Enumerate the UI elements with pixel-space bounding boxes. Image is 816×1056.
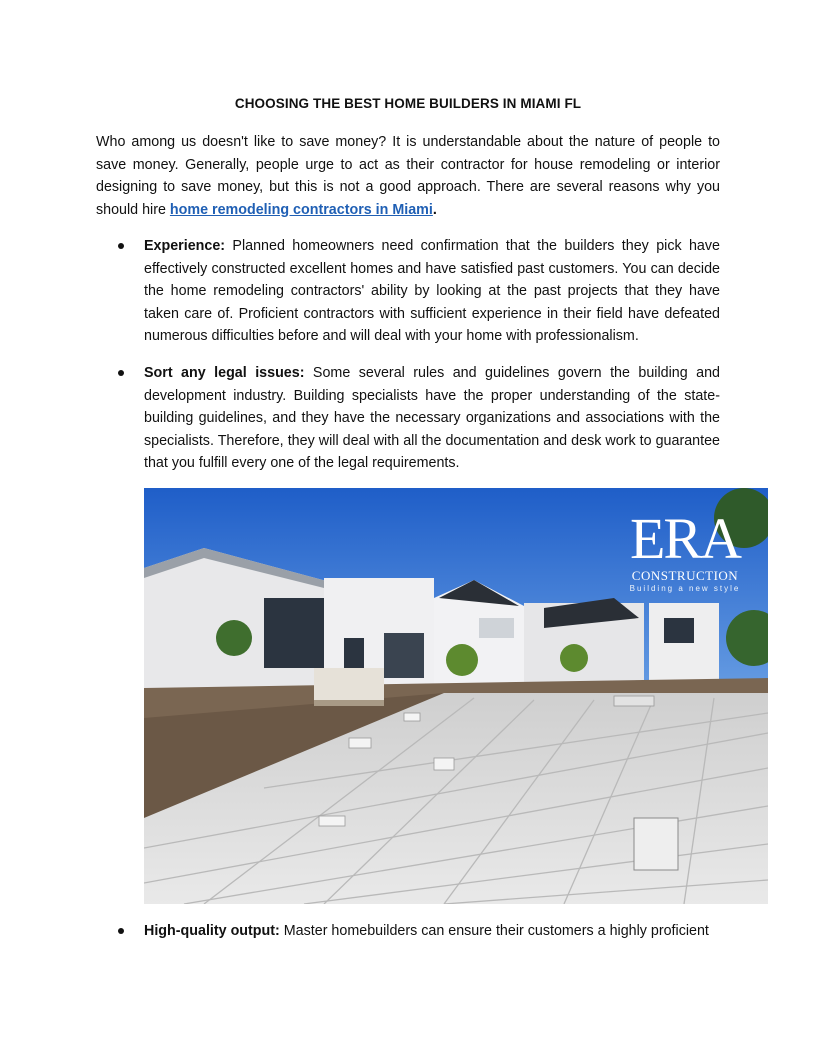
bullet-icon <box>118 243 124 249</box>
bullet-text: Master homebuilders can ensure their customers a highly proficient <box>279 923 709 939</box>
logo-mark: ERA <box>630 506 740 571</box>
intro-end: . <box>432 201 437 218</box>
era-construction-logo <box>620 506 750 593</box>
bullet-label: High-quality output: <box>144 923 280 939</box>
logo-name: CONSTRUCTION <box>631 568 739 583</box>
bullet-label: Sort any legal issues: <box>144 365 305 381</box>
bullet-text: Some several rules and guidelines govern the building and development industry. Building specialists have the proper understanding of the state-building guidelines, and they have the necessary organizations and associations with the specialists. Therefore, they will deal with all the documentation and desk work to guarantee that you fulfill every one of the legal requirements. <box>144 365 721 472</box>
bullet-legal-issues <box>96 362 720 475</box>
intro-paragraph <box>96 131 720 221</box>
bullet-label: Experience: <box>144 238 226 254</box>
bullet-high-quality <box>96 920 720 943</box>
bullet-icon <box>118 928 124 934</box>
bullet-icon <box>118 370 124 376</box>
home-remodeling-link[interactable]: home remodeling contractors in Miami <box>169 201 433 218</box>
page-title: CHOOSING THE BEST HOME BUILDERS IN MIAMI FL <box>234 96 582 111</box>
intro-text: Who among us doesn't like to save money? It is understandable about the nature of people to save money. Generally, people urge to act as their contractor for house remodeling or interior designing to save money, but this is not a good approach. There are several reasons why you should hire <box>96 134 720 218</box>
logo-tagline: Building a new style <box>629 584 741 593</box>
bullet-experience <box>96 235 720 348</box>
bullet-text: Planned homeowners need confirmation that the builders they pick have effectively constructed excellent homes and have satisfied past customers. You can decide the home remodeling contractors' ability by looking at the past projects that they have taken care of. Proficient contractors with sufficient experience in their field have defeated numerous difficulties before and will deal with your home with professionalism. <box>144 238 720 345</box>
house-photo <box>144 488 768 904</box>
